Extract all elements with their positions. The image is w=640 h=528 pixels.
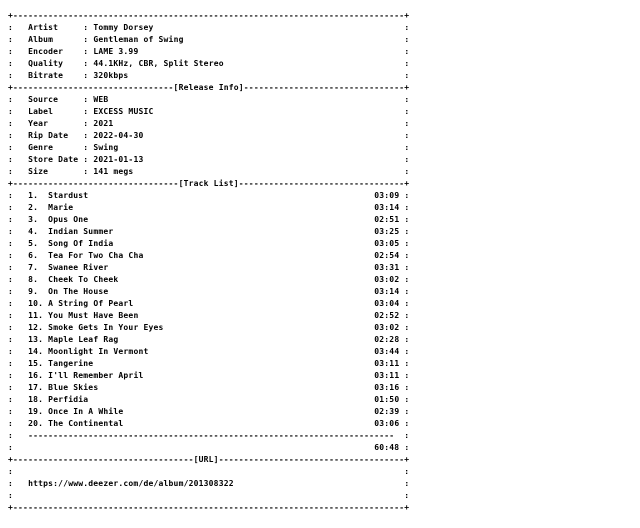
field-value: 2021-01-13 [93, 155, 144, 164]
track-duration: 02:54 [374, 251, 400, 260]
track-number: 15. [28, 359, 44, 368]
track-duration: 02:39 [374, 407, 400, 416]
field-value: 141 megs [93, 167, 134, 176]
field-label: Label [28, 107, 54, 116]
field-value: 2022-04-30 [93, 131, 144, 140]
field-label: Quality [28, 59, 64, 68]
section-header: [Track List] [178, 179, 239, 188]
field-value: Tommy Dorsey [93, 23, 154, 32]
track-title: Swanee River [48, 263, 109, 272]
track-number: 14. [28, 347, 44, 356]
field-label: Size [28, 167, 49, 176]
track-duration: 03:05 [374, 239, 400, 248]
field-value: 320kbps [93, 71, 129, 80]
field-value: LAME 3.99 [93, 47, 139, 56]
section-header: [URL] [193, 455, 219, 464]
field-value: Gentleman of Swing [93, 35, 184, 44]
album-url-link[interactable]: https://www.deezer.com/de/album/201308322 [28, 479, 234, 488]
track-number: 6. [28, 251, 39, 260]
track-title: I'll Remember April [48, 371, 144, 380]
track-number: 8. [28, 275, 39, 284]
track-duration: 03:02 [374, 275, 400, 284]
track-number: 9. [28, 287, 39, 296]
track-number: 7. [28, 263, 39, 272]
field-value: WEB [93, 95, 109, 104]
track-title: Opus One [48, 215, 89, 224]
track-title: Blue Skies [48, 383, 99, 392]
track-duration: 03:02 [374, 323, 400, 332]
field-value: Swing [93, 143, 119, 152]
field-value: 2021 [93, 119, 114, 128]
track-title: You Must Have Been [48, 311, 139, 320]
total-duration: 60:48 [374, 443, 400, 452]
track-number: 10. [28, 299, 44, 308]
track-title: Tea For Two Cha Cha [48, 251, 144, 260]
track-title: Once In A While [48, 407, 124, 416]
track-duration: 03:04 [374, 299, 400, 308]
track-duration: 03:14 [374, 287, 400, 296]
track-title: A String Of Pearl [48, 299, 134, 308]
field-label: Store Date [28, 155, 79, 164]
section-header: [Release Info] [173, 83, 244, 92]
track-number: 20. [28, 419, 44, 428]
track-duration: 03:16 [374, 383, 400, 392]
track-duration: 03:14 [374, 203, 400, 212]
field-value: EXCESS MUSIC [93, 107, 154, 116]
track-duration: 03:11 [374, 359, 400, 368]
track-duration: 02:51 [374, 215, 400, 224]
field-label: Rip Date [28, 131, 69, 140]
track-title: Marie [48, 203, 74, 212]
track-duration: 03:44 [374, 347, 400, 356]
track-number: 2. [28, 203, 39, 212]
track-number: 3. [28, 215, 39, 224]
field-label: Source [28, 95, 59, 104]
track-title: Stardust [48, 191, 89, 200]
track-title: Maple Leaf Rag [48, 335, 119, 344]
track-duration: 03:11 [374, 371, 400, 380]
track-title: Indian Summer [48, 227, 114, 236]
track-duration: 03:31 [374, 263, 400, 272]
track-number: 18. [28, 395, 44, 404]
track-title: Moonlight In Vermont [48, 347, 149, 356]
track-duration: 03:06 [374, 419, 400, 428]
track-title: Smoke Gets In Your Eyes [48, 323, 164, 332]
track-duration: 03:25 [374, 227, 400, 236]
field-label: Genre [28, 143, 54, 152]
track-title: Song Of India [48, 239, 114, 248]
field-label: Year [28, 119, 49, 128]
track-duration: 03:09 [374, 191, 400, 200]
track-title: Perfidia [48, 395, 89, 404]
track-title: Cheek To Cheek [48, 275, 119, 284]
track-number: 4. [28, 227, 39, 236]
track-number: 12. [28, 323, 44, 332]
track-number: 19. [28, 407, 44, 416]
track-number: 5. [28, 239, 39, 248]
track-title: Tangerine [48, 359, 94, 368]
track-number: 11. [28, 311, 44, 320]
track-number: 17. [28, 383, 44, 392]
field-label: Artist [28, 23, 59, 32]
nfo-document: +------------------------------------------------------------------------------+ : Artist : Tommy Dorsey : : Album : Gentleman of Swing : : Encoder : LAME 3.99 : : Quality : 44.1KHz, CBR, Split Stereo : : Bitrate : 320kbps : +--------------------------------[Release Info]--------------------------------+ : Source : WEB : : Label : EXCESS MUSIC : : Year : 2021 : : Rip Date : 2022-04-30 : : Genre : Swing : : Store Date : 2021-01-13 : : Size : 141 megs : +---------------------------------[Track List]---------------------------------+ : 1. Stardust 03:09 : : 2. Marie 03:14 : : 3. Opus One 02:51 : : 4. Indian Summer 03:25 : : 5. Song Of India 03:05 : : 6. Tea For Two Cha Cha 02:54 : : 7. Swanee River 03:31 : : 8. Cheek To Cheek 03:02 : : 9. On The House 03:14 : : 10. A String Of Pearl 03:04 : : 11. You Must Have Been 02:52 : : 12. Smoke Gets In Your Eyes 03:02 : : 13. Maple Leaf Rag 02:28 : : 14. Moonlight In Vermont 03:44 : : 15. Tangerine 03:11 : : 16. I'll Remember April 03:11 : : 17. Blue Skies 03:16 : : 18. Perfidia 01:50 : : 19. Once In A While 02:39 : : 20. The Continental 03:06 : : ------------------------------------------------------------------------- : : 60:48 : +------------------------------------[URL]-------------------------------------+ : : : https://www.deezer.com/de/album/201308322 : : : +------------------------------------------------------------------------------+ [8, 11, 410, 512]
field-label: Encoder [28, 47, 64, 56]
field-value: 44.1KHz, CBR, Split Stereo [93, 59, 224, 68]
track-title: On The House [48, 287, 109, 296]
track-duration: 01:50 [374, 395, 400, 404]
track-number: 1. [28, 191, 39, 200]
track-number: 13. [28, 335, 44, 344]
field-label: Bitrate [28, 71, 64, 80]
track-title: The Continental [48, 419, 124, 428]
field-label: Album [28, 35, 54, 44]
track-duration: 02:28 [374, 335, 400, 344]
track-number: 16. [28, 371, 44, 380]
track-duration: 02:52 [374, 311, 400, 320]
